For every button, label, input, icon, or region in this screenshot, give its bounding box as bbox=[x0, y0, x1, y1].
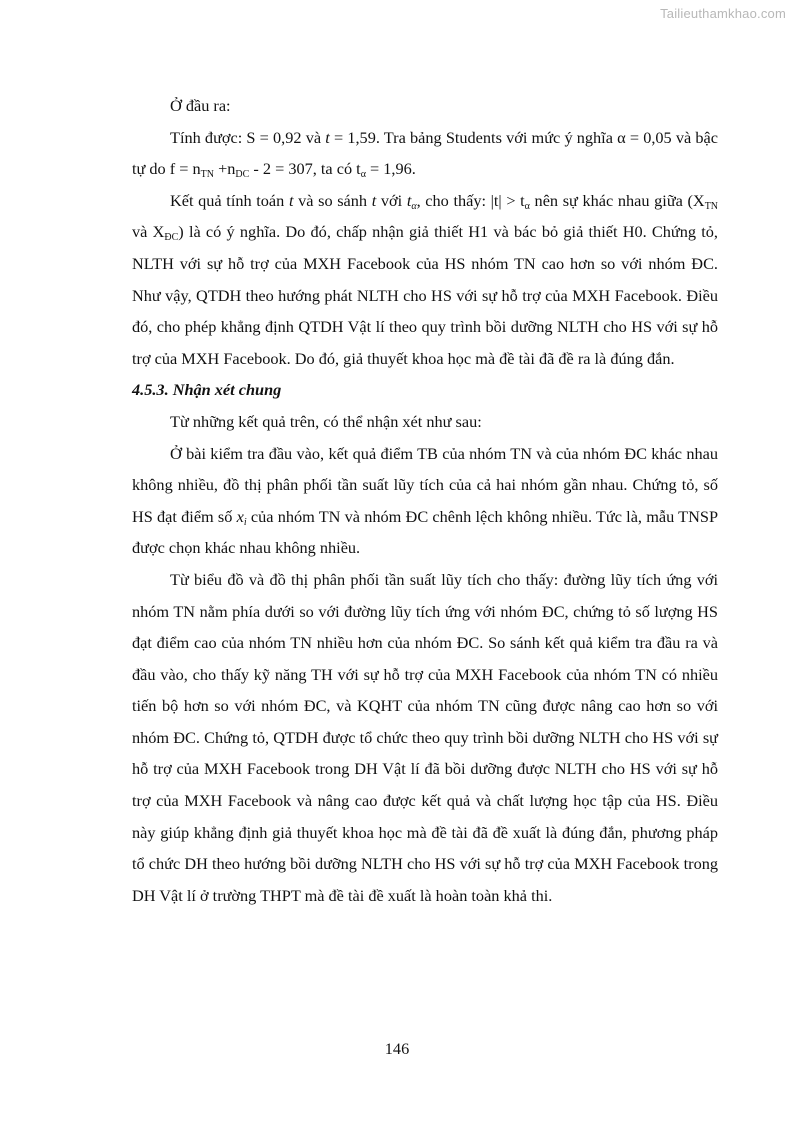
subscript-tn: TN bbox=[200, 169, 214, 181]
subscript-alpha: α bbox=[360, 169, 366, 181]
variable-i: i bbox=[243, 516, 247, 528]
text-run: Kết quả tính toán bbox=[170, 190, 289, 210]
variable-t: t bbox=[288, 190, 294, 210]
page-number: 146 bbox=[384, 1039, 410, 1058]
text-run: Tính được: S = 0,92 và bbox=[170, 127, 326, 147]
variable-x: x bbox=[236, 506, 244, 526]
paragraph-result bbox=[132, 185, 718, 375]
subscript-dc: DC bbox=[235, 169, 250, 181]
document-body bbox=[132, 90, 718, 911]
text-run: của nhóm TN và nhóm ĐC chênh lệch không nhiều. Tức là, mẫu TNSP được chọn khác nhau không nhiều. bbox=[132, 506, 718, 558]
text-run: t bbox=[406, 190, 412, 210]
paragraph-output-heading: Ở đầu ra: bbox=[170, 96, 231, 115]
paragraph-input-test bbox=[132, 438, 718, 564]
variable-t: t bbox=[325, 127, 330, 147]
subscript-alpha: α bbox=[524, 200, 530, 212]
paragraph-intro: Từ những kết quả trên, có thể nhận xét như sau: bbox=[170, 411, 482, 431]
section-heading: 4.5.3. Nhận xét chung bbox=[132, 380, 282, 400]
paragraph-conclusion: Từ biểu đồ và đồ thị phân phối tần suất lũy tích cho thấy: đường lũy tích ứng với nhóm TN nằm phía dưới so với đường lũy tích ứng với nhóm ĐC, chứng tỏ số lượng HS đạt điểm cao của nhóm TN nhiều hơn của nhóm ĐC. So sánh kết quả kiểm tra đầu ra và đầu vào, cho thấy kỹ năng TH với sự hỗ trợ của MXH Facebook của nhóm TN có nhiều tiến bộ hơn so với nhóm ĐC, và KQHT của nhóm TN cũng được nâng cao hơn so với nhóm ĐC. Chứng tỏ, QTDH được tổ chức theo quy trình bồi dưỡng NLTH cho HS với sự hỗ trợ của MXH Facebook trong DH Vật lí đã bồi dưỡng được NLTH cho HS với sự hỗ trợ của MXH Facebook và nâng cao được kết quả và chất lượng học tập của HS. Điều này giúp khẳng định giả thuyết khoa học mà đề tài đã đề xuất là đúng đắn, phương pháp tổ chức DH theo hướng bồi dưỡng NLTH cho HS với sự hỗ trợ của MXH Facebook trong DH Vật lí ở trường THPT mà đề tài đề xuất là hoàn toàn khả thi. bbox=[132, 569, 718, 905]
watermark: Tailieuthamkhao.com bbox=[660, 6, 786, 21]
variable-t: t bbox=[371, 190, 377, 210]
text-run: = 1,96. bbox=[365, 159, 416, 179]
text-run: ) là có ý nghĩa. Do đó, chấp nhận giả thiết H1 và bác bỏ giả thiết H0. Chứng tỏ, NLTH với sự hỗ trợ của MXH Facebook của HS nhóm TN cao hơn so với nhóm ĐC. Như vậy, QTDH theo hướng phát NLTH cho HS với sự hỗ trợ của MXH Facebook. Điều đó, cho phép khẳng định QTDH Vật lí theo quy trình bồi dưỡng NLTH cho HS với sự hỗ trợ của MXH Facebook. Do đó, giả thuyết khoa học mà đề tài đã đề ra là đúng đắn. bbox=[132, 222, 718, 368]
text-run: +n bbox=[214, 159, 236, 179]
subscript-alpha: α bbox=[411, 200, 417, 212]
variable-t-alpha bbox=[407, 191, 417, 210]
text-run: = 1,59. Tra bảng Students với mức ý nghĩa α = 0,05 và bậc tự do f = n bbox=[132, 127, 719, 179]
text-run: nên sự khác nhau giữa (X bbox=[529, 190, 705, 210]
text-run: với bbox=[376, 190, 407, 210]
text-run: và X bbox=[132, 222, 165, 242]
text-run: , cho thấy: |t| > t bbox=[416, 190, 525, 210]
text-run: Ở bài kiểm tra đầu vào, kết quả điểm TB của nhóm TN và của nhóm ĐC khác nhau không nhiều, đồ thị phân phối tần suất lũy tích của cả hai nhóm gần nhau. Chứng tỏ, số HS đạt điểm số bbox=[132, 443, 718, 526]
text-run: - 2 = 307, ta có t bbox=[249, 159, 361, 179]
subscript-tn: TN bbox=[704, 200, 719, 212]
subscript-dc: ĐC bbox=[164, 232, 179, 244]
text-run: và so sánh bbox=[293, 190, 372, 210]
paragraph-statistics bbox=[132, 122, 718, 185]
